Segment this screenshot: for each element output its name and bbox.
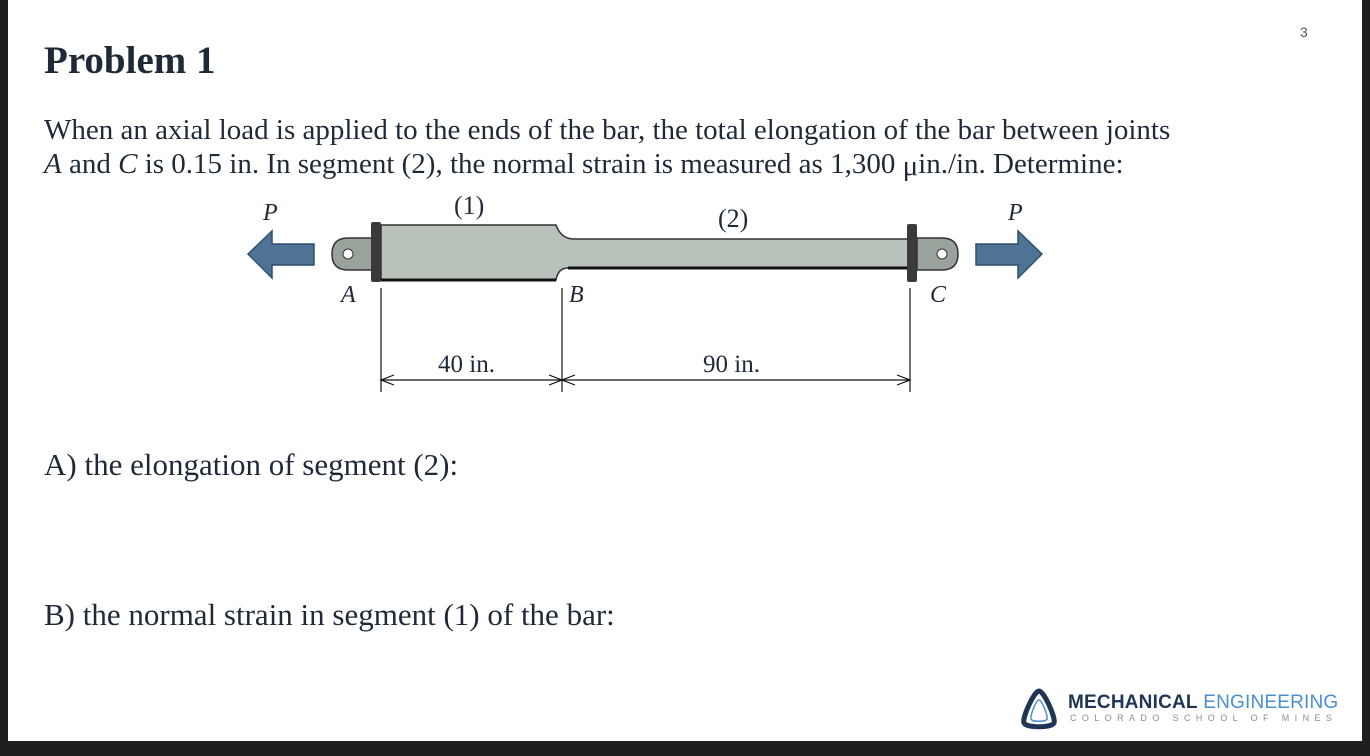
page-title: Problem 1 [44,39,216,82]
load-label-left: P [263,200,278,226]
right-load-arrow-icon [976,231,1042,278]
left-end-plate [371,222,381,282]
logo-title-bold: MECHANICAL [1068,692,1198,713]
problem-text-determine: in./in. Determine: [918,148,1124,180]
segment-2-label: (2) [718,204,749,233]
problem-text-and: and [61,148,119,180]
mines-triangle-icon [1020,688,1058,730]
bar-body [381,225,910,280]
joint-a-label: A [341,282,356,308]
bar-diagram [8,0,1362,420]
logo-subtitle: COLORADO SCHOOL OF MINES [1070,713,1338,723]
left-clevis [332,238,376,270]
joint-c-label: C [930,282,947,308]
joint-a-ref: A [44,148,62,180]
segment-1-label: (1) [454,191,485,220]
load-label-right: P [1008,200,1023,226]
logo-title [1068,692,1338,714]
question-b: B) the normal strain in segment (1) of the bar: [44,597,615,632]
right-pin-hole [937,249,947,259]
length-1-label: 40 in. [438,351,495,378]
slide [8,0,1362,741]
problem-line-1: When an axial load is applied to the ends of the bar, the total elongation of the bar between joints [44,114,1171,146]
right-end-plate [907,224,917,282]
length-2-label: 90 in. [703,351,760,378]
micro-symbol: μ [902,150,919,182]
joint-c-ref: C [118,148,138,180]
left-load-arrow-icon [248,231,314,278]
question-a: A) the elongation of segment (2): [44,447,459,482]
problem-text-strain: is 0.15 in. In segment (2), the normal strain is measured as 1,300 [137,148,903,180]
left-pin-hole [343,249,353,259]
mines-logo [1020,688,1340,732]
page-number: 3 [1300,24,1308,40]
logo-title-light: ENGINEERING [1197,692,1339,713]
joint-b-label: B [569,282,584,308]
